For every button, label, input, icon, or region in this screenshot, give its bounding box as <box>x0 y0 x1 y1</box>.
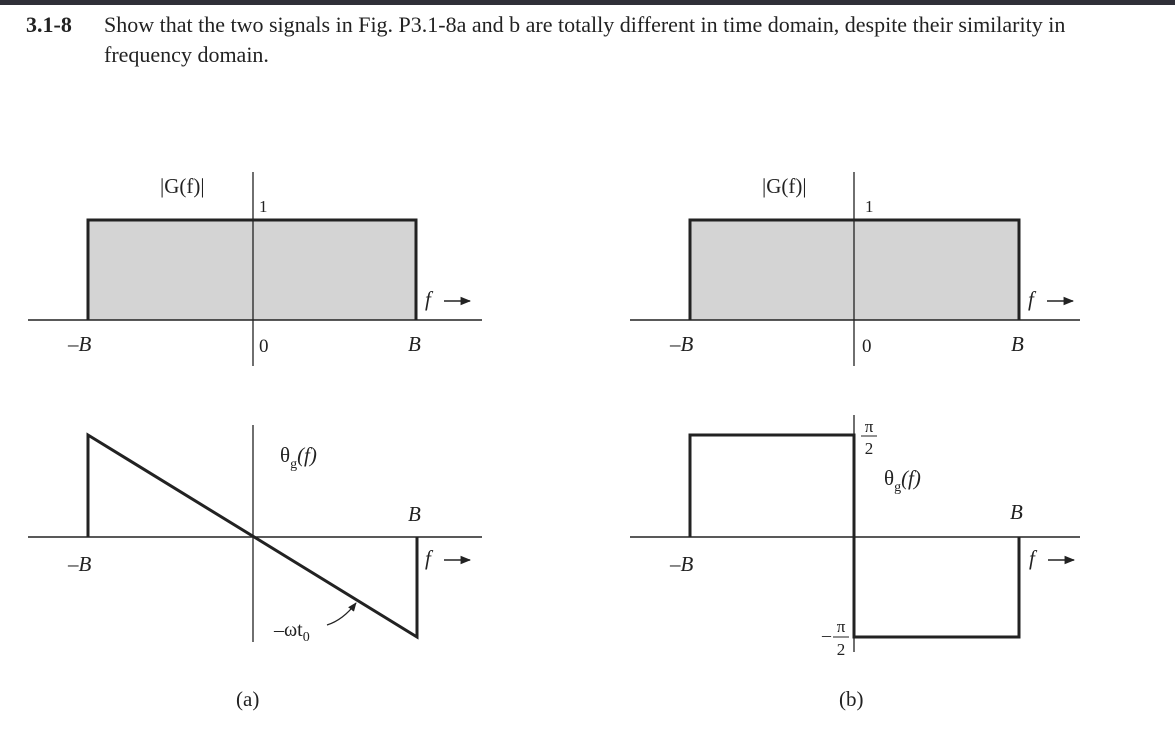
phase-curve <box>690 435 1019 637</box>
magnitude-label: |G(f)| <box>160 174 205 198</box>
tick-b: B <box>408 502 421 526</box>
height-label: 1 <box>865 197 874 216</box>
magnitude-label: |G(f)| <box>762 174 807 198</box>
tick-minus-b: –B <box>670 552 694 576</box>
slope-annotation-sub: 0 <box>302 630 310 645</box>
phase-label-arg: (f) <box>901 466 921 490</box>
problem-number: 3.1-8 <box>26 12 72 37</box>
pos-level-numerator: π <box>864 417 874 436</box>
problem-text: Show that the two signals in Fig. P3.1-8a and b are totally different in time domain, despite their similarity in frequency domain. <box>104 12 1066 67</box>
f-label: f <box>1029 546 1035 570</box>
f-label: f <box>425 546 431 570</box>
tick-zero: 0 <box>259 336 269 357</box>
pos-level-denominator: 2 <box>864 439 874 458</box>
tick-minus-b: –B <box>68 552 92 576</box>
tick-b: B <box>408 332 421 356</box>
neg-level-numerator: π <box>836 617 846 636</box>
phase-label-sub: g <box>894 480 902 495</box>
tick-zero: 0 <box>862 336 872 357</box>
caption-a: (a) <box>236 687 260 711</box>
phase-label <box>280 443 317 472</box>
phase-label-arg: (f) <box>297 443 317 467</box>
panel-a-magnitude <box>28 172 482 366</box>
tick-minus-b: –B <box>670 332 694 356</box>
caption-b: (b) <box>839 687 864 711</box>
f-label: f <box>1028 287 1034 311</box>
slope-annotation <box>273 619 310 645</box>
phase-label-theta: θ <box>884 466 895 490</box>
annotation-arrow <box>327 603 356 625</box>
panel-a-phase <box>28 425 482 711</box>
phase-label-theta: θ <box>280 443 291 467</box>
panel-b-phase <box>630 415 1080 711</box>
tick-b: B <box>1011 332 1024 356</box>
magnitude-fill <box>88 220 416 320</box>
phase-label <box>884 466 921 495</box>
slope-annotation-main: –ωt <box>274 619 303 641</box>
neg-level-sign: – <box>822 625 831 645</box>
f-label: f <box>425 287 431 311</box>
height-label: 1 <box>259 197 268 216</box>
tick-b: B <box>1010 500 1023 524</box>
tick-minus-b: –B <box>68 332 92 356</box>
panel-b-magnitude <box>630 172 1080 366</box>
neg-level-denominator: 2 <box>836 640 846 659</box>
phase-label-sub: g <box>290 457 298 472</box>
